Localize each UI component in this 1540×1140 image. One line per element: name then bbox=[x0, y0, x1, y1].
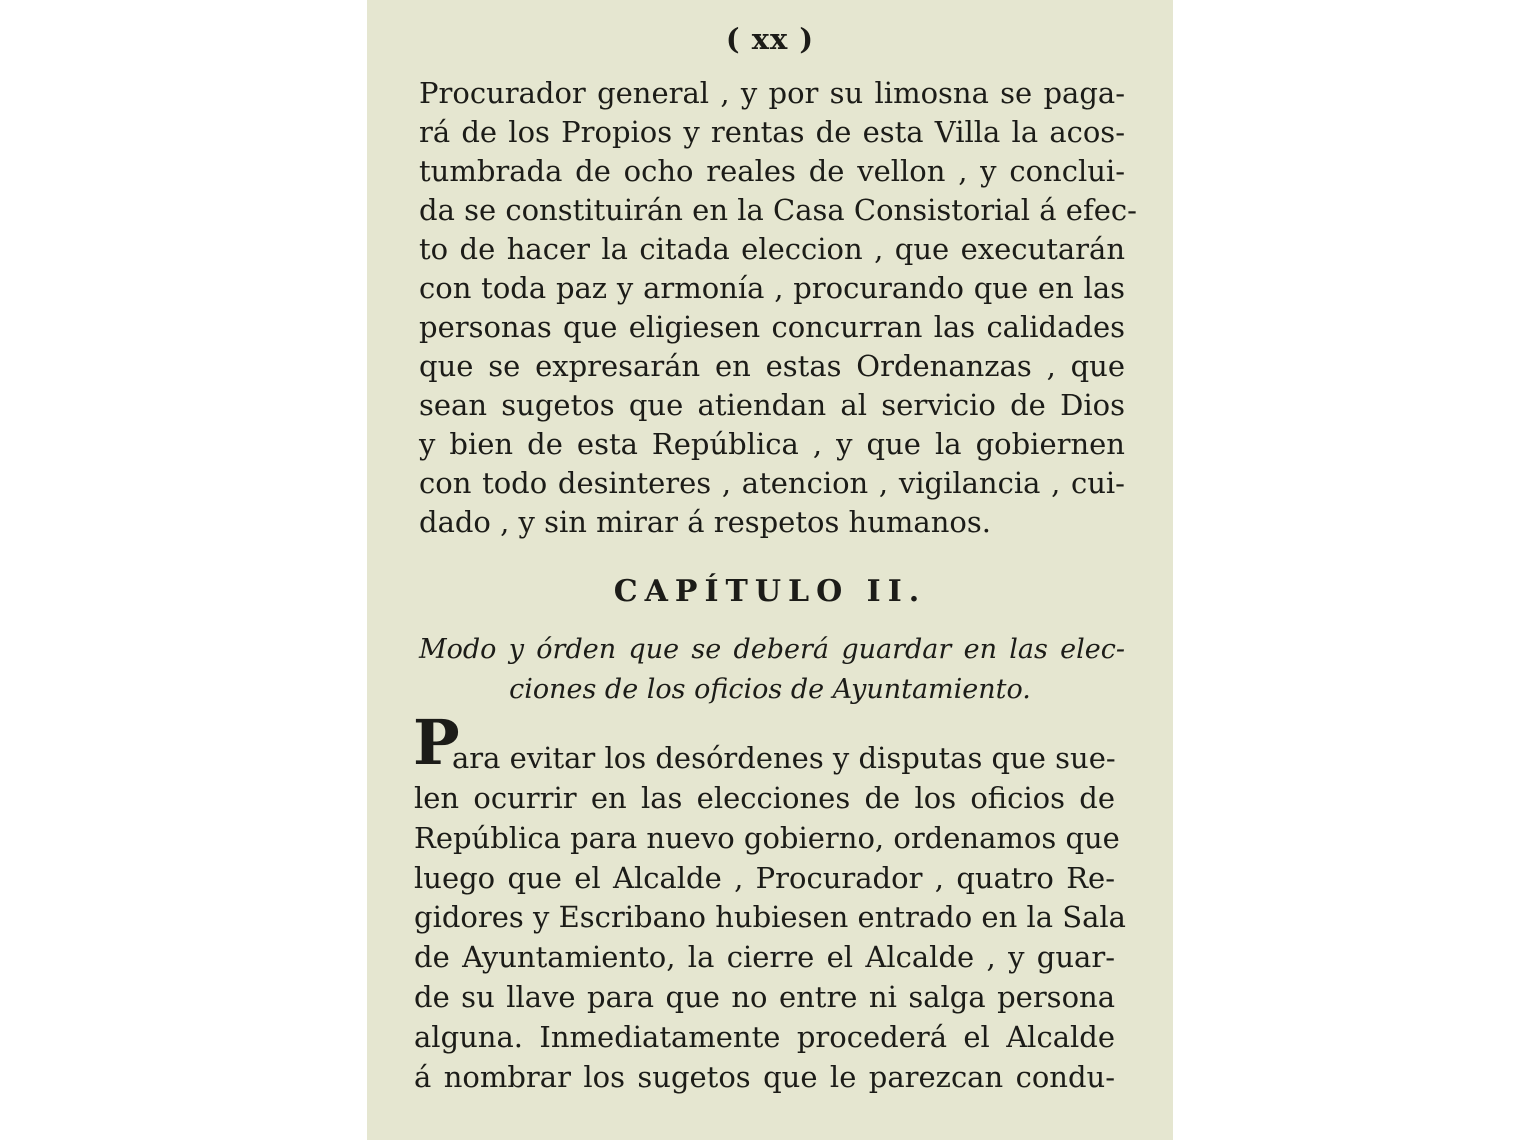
text-line: personas que eligiesen concurran las calidades bbox=[419, 310, 1125, 344]
text-line: da se constituirán en la Casa Consistorial á efec- bbox=[419, 193, 1137, 227]
text-line: con toda paz y armonía , procurando que en las bbox=[419, 271, 1125, 305]
text-line: ara evitar los desórdenes y disputas que sue- bbox=[452, 741, 1116, 775]
text-line: tumbrada de ocho reales de vellon , y conclui- bbox=[419, 154, 1125, 188]
book-page bbox=[367, 0, 1173, 1140]
text-line: gidores y Escribano hubiesen entrado en la Sala bbox=[414, 900, 1126, 934]
page-number: ( xx ) bbox=[725, 22, 815, 56]
text-line: de su llave para que no entre ni salga persona bbox=[414, 980, 1115, 1014]
text-line: sean sugetos que atiendan al servicio de Dios bbox=[419, 388, 1125, 422]
text-line: República para nuevo gobierno, ordenamos que bbox=[414, 821, 1120, 855]
text-line: rá de los Propios y rentas de esta Villa la acos- bbox=[419, 115, 1125, 149]
text-line: Procurador general , y por su limosna se paga- bbox=[419, 76, 1125, 110]
text-line: y bien de esta República , y que la gobiernen bbox=[419, 427, 1125, 461]
text-line: á nombrar los sugetos que le parezcan condu- bbox=[414, 1060, 1115, 1094]
text-line: de Ayuntamiento, la cierre el Alcalde , y guar- bbox=[414, 940, 1115, 974]
chapter-subtitle-line: ciones de los oficios de Ayuntamiento. bbox=[509, 674, 1031, 705]
text-line: alguna. Inmediatamente procederá el Alcalde bbox=[414, 1020, 1115, 1054]
text-line: dado , y sin mirar á respetos humanos. bbox=[419, 505, 991, 539]
text-line: luego que el Alcalde , Procurador , quatro Re- bbox=[414, 861, 1115, 895]
text-line: len ocurrir en las elecciones de los oficios de bbox=[414, 781, 1115, 815]
chapter-subtitle-line: Modo y órden que se deberá guardar en las elec- bbox=[419, 634, 1125, 665]
drop-cap: P bbox=[413, 706, 460, 779]
text-line: con todo desinteres , atencion , vigilancia , cui- bbox=[419, 466, 1125, 500]
chapter-heading: CAPÍTULO II. bbox=[613, 574, 927, 609]
text-line: que se expresarán en estas Ordenanzas , que bbox=[419, 349, 1125, 383]
text-line: to de hacer la citada eleccion , que executarán bbox=[419, 232, 1125, 266]
